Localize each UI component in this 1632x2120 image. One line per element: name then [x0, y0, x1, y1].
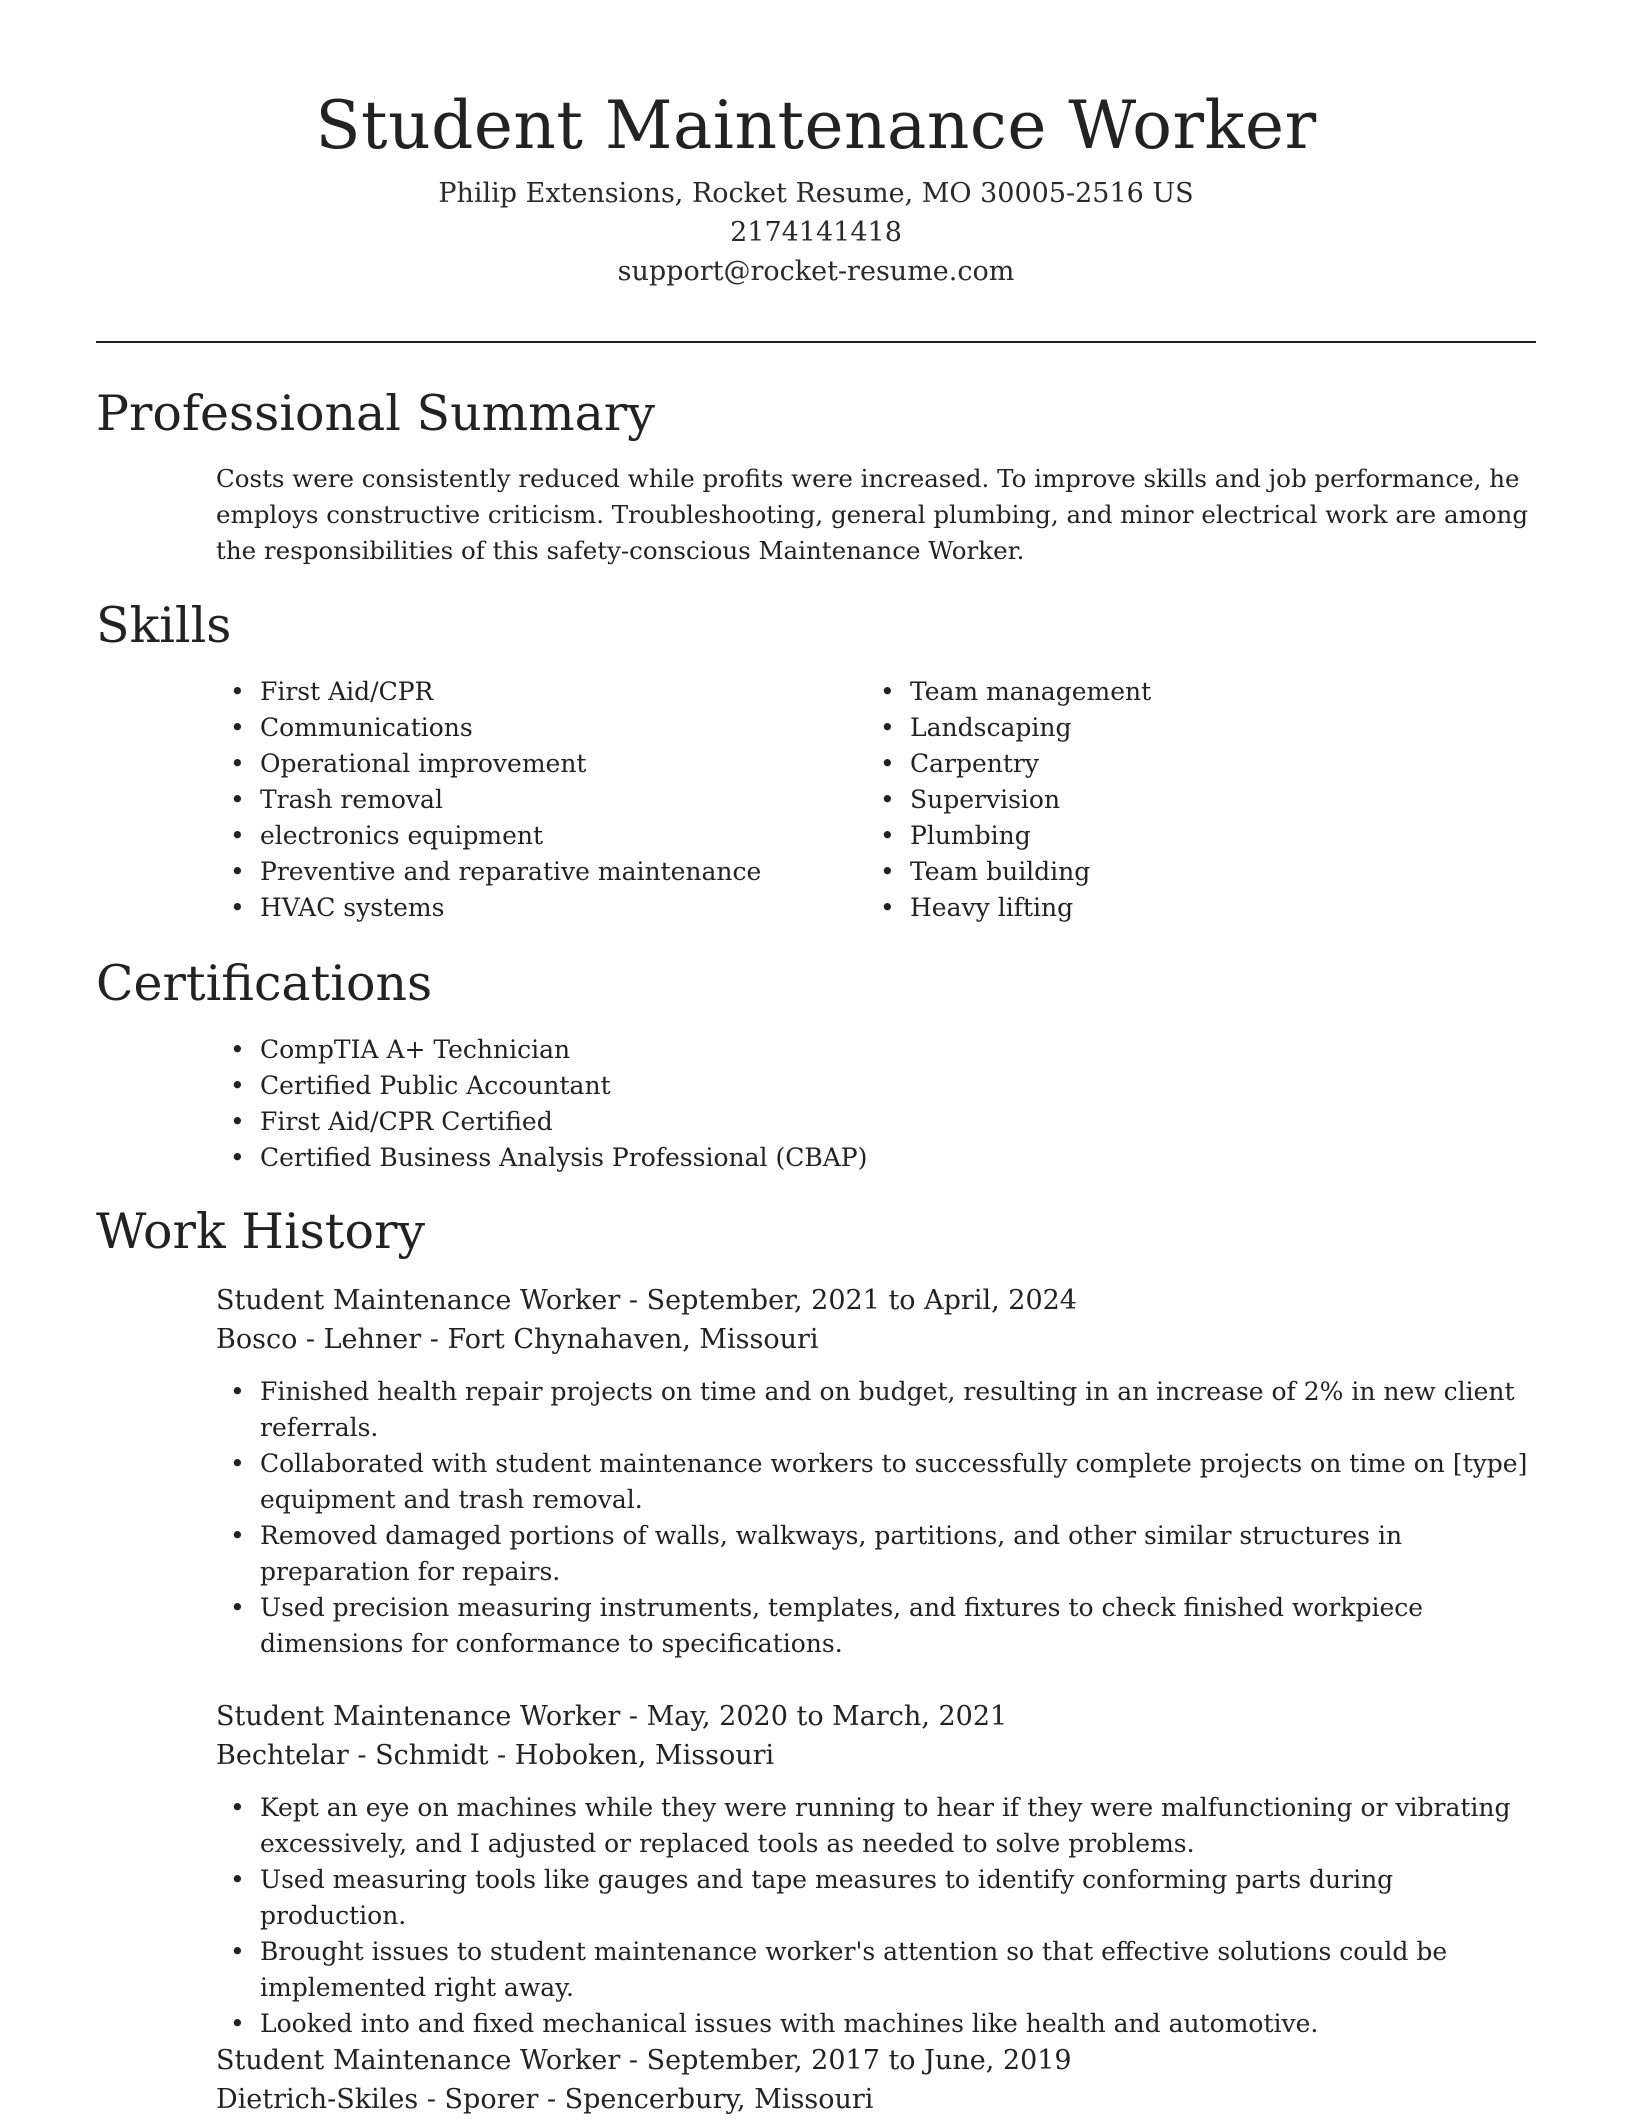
job-bullet: • Looked into and fixed mechanical issues with machines like health and automotive. — [216, 2006, 1546, 2042]
resume-header — [0, 78, 1632, 291]
certification-item: • Certified Business Analysis Professional (CBAP) — [216, 1140, 1416, 1176]
job-title: Student Maintenance Worker — [216, 2045, 621, 2076]
skill-item: • Team management — [866, 674, 1486, 710]
contact-phone: 2174141418 — [730, 217, 902, 248]
skill-item: • Operational improvement — [216, 746, 836, 782]
certification-item: • CompTIA A+ Technician — [216, 1032, 1416, 1068]
skill-item: • electronics equipment — [216, 818, 836, 854]
job-bullet: • Kept an eye on machines while they were running to hear if they were malfunctioning or vibrating excessively, and I adjusted or replaced tools as needed to solve problems. — [216, 1790, 1546, 1862]
job-bullet: • Finished health repair projects on time and on budget, resulting in an increase of 2% in new client referrals. — [216, 1374, 1546, 1446]
skill-item: • Heavy lifting — [866, 890, 1486, 926]
work-history-heading: Work History — [96, 1203, 426, 1260]
job-dates: - May, 2020 to March, 2021 — [620, 1701, 1008, 1732]
skill-item: • Trash removal — [216, 782, 836, 818]
job-dates: - September, 2021 to April, 2024 — [620, 1285, 1077, 1316]
skill-item: • HVAC systems — [216, 890, 836, 926]
job-bullet: • Used measuring tools like gauges and tape measures to identify conforming parts during production. — [216, 1862, 1546, 1934]
skill-item: • Communications — [216, 710, 836, 746]
skill-item: • Team building — [866, 854, 1486, 890]
job-company: Dietrich-Skiles - Sporer - Spencerbury, Missouri — [216, 2084, 874, 2115]
header-divider — [96, 341, 1536, 343]
skill-item: • Supervision — [866, 782, 1486, 818]
skill-item: • First Aid/CPR — [216, 674, 836, 710]
certification-item: • Certified Public Accountant — [216, 1068, 1416, 1104]
resume-title: Student Maintenance Worker — [315, 87, 1317, 164]
skill-item: • Plumbing — [866, 818, 1486, 854]
job-bullet: • Removed damaged portions of walls, walkways, partitions, and other similar structures in preparation for repairs. — [216, 1518, 1546, 1590]
job-bullets — [216, 1374, 1546, 1662]
contact-block — [0, 174, 1632, 291]
certifications-heading: Certifications — [96, 955, 433, 1012]
job-bullet: • Used precision measuring instruments, templates, and fixtures to check finished workpiece dimensions for conformance to specifications. — [216, 1590, 1546, 1662]
summary-heading: Professional Summary — [96, 385, 655, 442]
job-company: Bechtelar - Schmidt - Hoboken, Missouri — [216, 1740, 775, 1771]
summary-text: Costs were consistently reduced while profits were increased. To improve skills and job performance, he employs constructive criticism. Troubleshooting, general plumbing, and minor electrical work are among the responsibilities of this safety-conscious Maintenance Worker. — [216, 464, 1529, 565]
skill-item: • Preventive and reparative maintenance — [216, 854, 836, 890]
job-dates: - September, 2017 to June, 2019 — [620, 2045, 1072, 2076]
job-bullet: • Brought issues to student maintenance worker's attention so that effective solutions could be implemented right away. — [216, 1934, 1546, 2006]
job-bullets — [216, 1790, 1546, 2042]
job-title: Student Maintenance Worker — [216, 1285, 621, 1316]
certifications-list — [216, 1032, 1416, 1176]
job-title-line — [216, 1697, 1007, 1737]
certification-item: • First Aid/CPR Certified — [216, 1104, 1416, 1140]
contact-email: support@rocket-resume.com — [617, 256, 1015, 287]
job-title-line — [216, 1281, 1077, 1321]
skills-heading: Skills — [96, 597, 232, 654]
skills-list-left — [216, 674, 836, 926]
skill-item: • Carpentry — [866, 746, 1486, 782]
skill-item: • Landscaping — [866, 710, 1486, 746]
skills-list-right — [866, 674, 1486, 926]
contact-address: Philip Extensions, Rocket Resume, MO 30005-2516 US — [438, 178, 1194, 209]
job-bullet: • Collaborated with student maintenance workers to successfully complete projects on time on [type] equipment and trash removal. — [216, 1446, 1546, 1518]
job-title-line — [216, 2041, 1072, 2081]
job-title: Student Maintenance Worker — [216, 1701, 621, 1732]
job-company: Bosco - Lehner - Fort Chynahaven, Missouri — [216, 1324, 819, 1355]
